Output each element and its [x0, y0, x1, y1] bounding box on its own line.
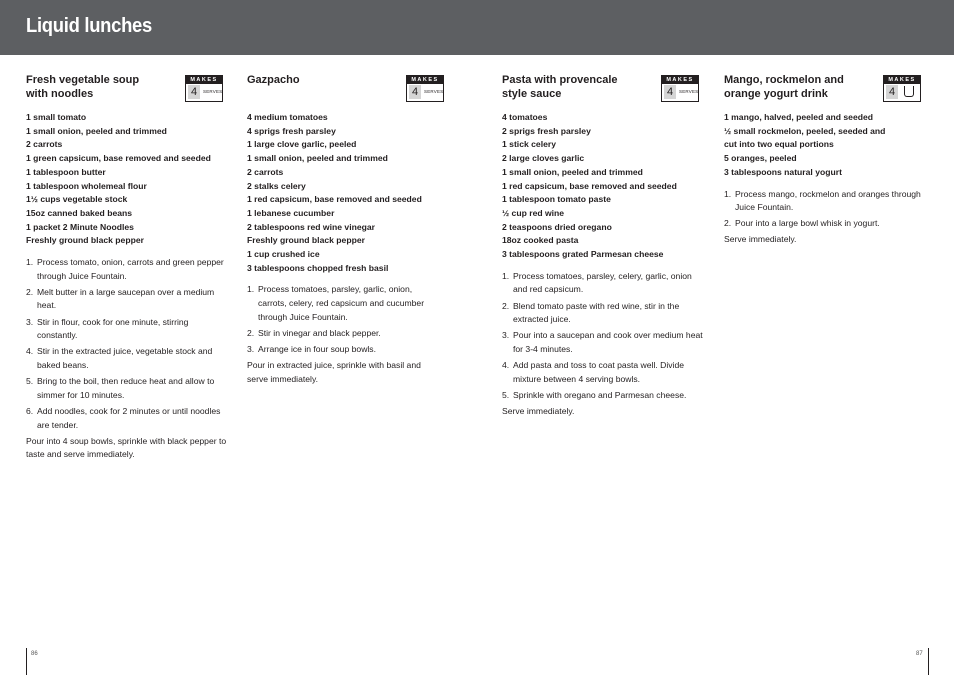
- method-step: 3. Arrange ice in four soup bowls.: [247, 344, 376, 354]
- ingredient: 18oz cooked pasta: [502, 235, 579, 246]
- recipe-pasta-provencale: [502, 73, 707, 419]
- method-step: 3. Stir in flour, cook for one minute, stirring constantly.: [26, 316, 189, 341]
- page-header: [0, 0, 954, 55]
- ingredient: 1 red capsicum, base removed and seeded: [502, 180, 677, 191]
- method-step: 3. Pour into a saucepan and cook over medium heat for 3-4 minutes.: [502, 330, 703, 354]
- makes-unit: SERVES: [203, 89, 223, 94]
- method-step: 5. Sprinkle with oregano and Parmesan cheese.: [502, 389, 687, 400]
- recipe-title: Gazpacho: [247, 74, 300, 86]
- method-step: 1. Process tomatoes, parsley, garlic, onion, carrots, celery, red capsicum and cucumber through Juice Fountain.: [247, 284, 425, 322]
- step-text: Melt butter in a large saucepan over a medium heat.: [37, 286, 215, 311]
- method-step: 4. Stir in the extracted juice, vegetable stock and baked beans.: [26, 346, 213, 370]
- method-step: 2. Blend tomato paste with red wine, stir in the extracted juice.: [502, 300, 680, 325]
- left-margin-rule: [26, 648, 27, 675]
- ingredient: 2 teaspoons dried oregano: [502, 221, 612, 232]
- recipe-title: Fresh vegetable soup with noodles: [26, 74, 140, 100]
- makes-label: MAKES: [407, 76, 443, 84]
- page-title: Liquid lunches: [26, 15, 152, 37]
- ingredient-list: [724, 111, 924, 180]
- step-text: Sprinkle with oregano and Parmesan cheese.: [513, 389, 687, 400]
- method-step: 4. Add pasta and toss to coat pasta well. Divide mixture between 4 serving bowls.: [502, 360, 685, 384]
- ingredient: 15oz canned baked beans: [26, 207, 133, 218]
- step-text: Arrange ice in four soup bowls.: [258, 344, 376, 354]
- method-steps: [724, 188, 924, 231]
- ingredient: 2 carrots: [247, 166, 284, 177]
- recipe-gazpacho: [247, 73, 442, 386]
- step-text: Process tomatoes, parsley, garlic, onion, carrots, celery, red capsicum and cucumber through Juice Fountain.: [258, 284, 425, 322]
- ingredient: 1 tablespoon butter: [26, 166, 106, 177]
- ingredient: 1 small onion, peeled and trimmed: [502, 166, 643, 177]
- makes-badge: [883, 75, 921, 102]
- ingredient: 1 green capsicum, base removed and seeded: [26, 153, 211, 164]
- recipe-fresh-vegetable-soup: [26, 73, 231, 462]
- ingredient: 2 tablespoons red wine vinegar: [247, 221, 375, 232]
- step-text: Process mango, rockmelon and oranges through Juice Fountain.: [735, 188, 921, 213]
- method-steps: [26, 256, 231, 432]
- method-step: 1. Process mango, rockmelon and oranges through Juice Fountain.: [724, 188, 921, 213]
- ingredient: 3 tablespoons chopped fresh basil: [247, 262, 389, 273]
- ingredient: ½ cup red wine: [502, 207, 565, 218]
- makes-count: 4: [409, 85, 421, 99]
- makes-badge: [661, 75, 699, 102]
- step-text: Stir in flour, cook for one minute, stirring constantly.: [37, 316, 189, 341]
- makes-badge: [406, 75, 444, 102]
- method-steps: [502, 270, 707, 403]
- makes-unit: SERVES: [679, 89, 699, 94]
- method-step: 1. Process tomato, onion, carrots and green pepper through Juice Fountain.: [26, 257, 224, 281]
- makes-badge: [185, 75, 223, 102]
- ingredient: 1 tablespoon tomato paste: [502, 194, 611, 205]
- ingredient-list: [502, 111, 707, 262]
- ingredient: 1 large clove garlic, peeled: [247, 139, 357, 150]
- page-number-left: 86: [31, 651, 38, 657]
- step-text: Add pasta and toss to coat pasta well. Divide mixture between 4 serving bowls.: [513, 360, 685, 384]
- ingredient: 1 red capsicum, base removed and seeded: [247, 194, 422, 205]
- ingredient: 1 packet 2 Minute Noodles: [26, 221, 134, 232]
- makes-count: 4: [188, 85, 200, 99]
- step-text: Add noodles, cook for 2 minutes or until noodles are tender.: [37, 405, 221, 430]
- ingredient: 1 lebanese cucumber: [247, 207, 335, 218]
- ingredient: 1 small tomato: [26, 112, 87, 122]
- ingredient: Freshly ground black pepper: [26, 235, 144, 246]
- ingredient: 1 mango, halved, peeled and seeded: [724, 112, 874, 122]
- ingredient: 5 oranges, peeled: [724, 153, 797, 164]
- makes-unit: SERVES: [424, 89, 444, 94]
- method-step: 6. Add noodles, cook for 2 minutes or until noodles are tender.: [26, 405, 221, 430]
- step-text: Stir in the extracted juice, vegetable stock and baked beans.: [37, 346, 213, 370]
- ingredient: 2 stalks celery: [247, 180, 306, 191]
- recipe-title: Mango, rockmelon and orange yogurt drink: [724, 74, 844, 100]
- ingredient: Freshly ground black pepper: [247, 235, 365, 246]
- ingredient: 1 stick celery: [502, 139, 556, 150]
- serving-note: Pour into 4 soup bowls, sprinkle with black pepper to taste and serve immediately.: [26, 435, 227, 460]
- ingredient: 3 tablespoons grated Parmesan cheese: [502, 249, 664, 260]
- ingredient: 1½ cups vegetable stock: [26, 194, 128, 205]
- method-step: 5. Bring to the boil, then reduce heat and allow to simmer for 10 minutes.: [26, 376, 215, 400]
- ingredient: cut into two equal portions: [724, 139, 834, 150]
- step-text: Bring to the boil, then reduce heat and allow to simmer for 10 minutes.: [37, 376, 215, 400]
- ingredient: 2 carrots: [26, 139, 63, 150]
- recipe-title: Pasta with provencale style sauce: [502, 74, 618, 100]
- serving-note: Serve immediately.: [502, 406, 575, 417]
- recipe-mango-yogurt-drink: [724, 73, 924, 247]
- ingredient: 4 tomatoes: [502, 112, 548, 122]
- step-text: Pour into a saucepan and cook over medium heat for 3-4 minutes.: [513, 330, 703, 354]
- ingredient-list: [26, 111, 231, 248]
- step-text: Pour into a large bowl whisk in yogurt.: [735, 218, 880, 229]
- ingredient: 1 tablespoon wholemeal flour: [26, 180, 147, 191]
- ingredient: 1 cup crushed ice: [247, 249, 320, 260]
- page-number-right: 87: [916, 651, 923, 657]
- serving-note: Serve immediately.: [724, 234, 797, 245]
- ingredient-list: [247, 111, 442, 275]
- serving-note: Pour in extracted juice, sprinkle with basil and serve immediately.: [247, 360, 421, 384]
- makes-label: MAKES: [662, 76, 698, 84]
- makes-count: 4: [886, 85, 898, 99]
- method-step: 1. Process tomatoes, parsley, celery, garlic, onion and red capsicum.: [502, 270, 692, 295]
- right-margin-rule: [928, 648, 929, 675]
- step-text: Process tomato, onion, carrots and green pepper through Juice Fountain.: [37, 257, 224, 281]
- step-text: Blend tomato paste with red wine, stir in the extracted juice.: [513, 300, 680, 325]
- method-steps: [247, 283, 442, 356]
- makes-count: 4: [664, 85, 676, 99]
- makes-label: MAKES: [186, 76, 222, 84]
- ingredient: 1 small onion, peeled and trimmed: [26, 125, 167, 136]
- step-text: Stir in vinegar and black pepper.: [258, 327, 381, 338]
- method-step: 2. Pour into a large bowl whisk in yogurt.: [724, 218, 880, 229]
- ingredient: 2 large cloves garlic: [502, 153, 585, 164]
- makes-label: MAKES: [884, 76, 920, 84]
- cup-icon: [904, 86, 914, 97]
- ingredient: 2 sprigs fresh parsley: [502, 125, 591, 136]
- ingredient: ½ small rockmelon, peeled, seeded and: [724, 125, 886, 136]
- method-step: 2. Stir in vinegar and black pepper.: [247, 327, 381, 338]
- ingredient: 1 small onion, peeled and trimmed: [247, 153, 388, 164]
- ingredient: 4 medium tomatoes: [247, 112, 328, 122]
- step-text: Process tomatoes, parsley, celery, garlic, onion and red capsicum.: [513, 270, 692, 295]
- ingredient: 3 tablespoons natural yogurt: [724, 166, 842, 177]
- method-step: 2. Melt butter in a large saucepan over a medium heat.: [26, 286, 215, 311]
- ingredient: 4 sprigs fresh parsley: [247, 125, 336, 136]
